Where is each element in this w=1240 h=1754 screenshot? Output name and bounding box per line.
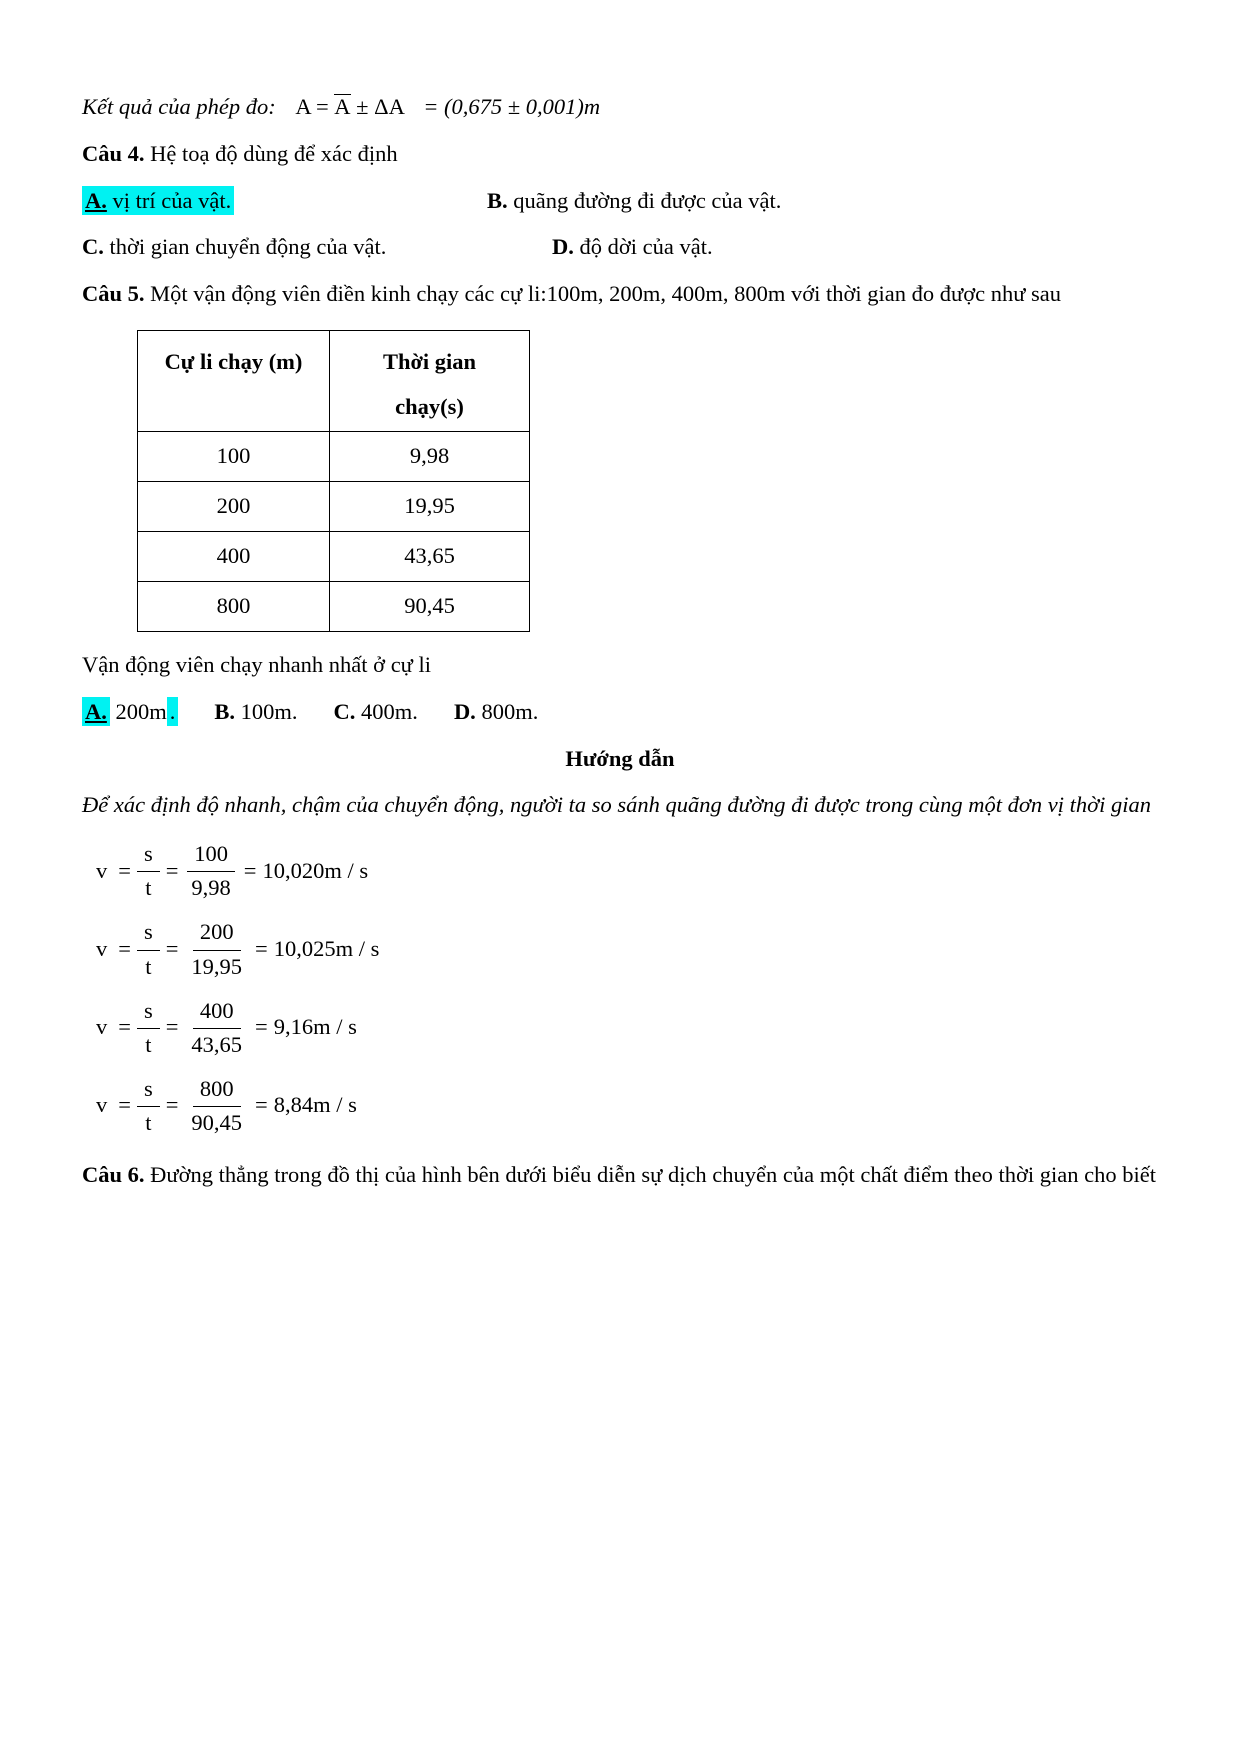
table-header-row	[138, 330, 530, 431]
formula-lhs: v	[96, 1092, 108, 1118]
q4-option-b-cell	[487, 178, 781, 225]
q5-option-d-key: D.	[453, 698, 476, 724]
table-row	[138, 581, 530, 631]
velocity-formula-400m	[96, 996, 1158, 1059]
q4-option-b-text: quãng đường đi được của vật.	[513, 187, 782, 213]
time-cell: 19,95	[330, 481, 530, 531]
formula-result: 10,020m / s	[262, 857, 369, 883]
table-row	[138, 431, 530, 481]
q5-option-b-text: 100m.	[240, 698, 298, 724]
measurement-result-line	[82, 84, 1158, 131]
equals-sign: =	[165, 1092, 179, 1118]
q4-options-row-1	[82, 178, 1158, 225]
time-cell: 9,98	[330, 431, 530, 481]
guidance-title: Hướng dẫn	[565, 745, 675, 771]
fraction-s-over-t: $\frac{s}{t}$	[137, 996, 160, 1059]
formula-result: 8,84m / s	[273, 1092, 357, 1118]
distance-cell: 800	[138, 581, 330, 631]
question-5-text: Một vận động viên điền kinh chạy các cự li:100m, 200m, 400m, 800m với thời gian đo được như sau	[150, 281, 1062, 307]
question-6-prompt	[82, 1152, 1158, 1199]
equals-sign: =	[165, 935, 179, 961]
guidance-explanation: Để xác định độ nhanh, chậm của chuyển động, người ta so sánh quãng đường đi được trong cùng một đơn vị thời gian	[82, 792, 1152, 818]
time-cell: 90,45	[330, 581, 530, 631]
formula-lhs: v	[96, 935, 108, 961]
q5-option-b-key: B.	[214, 698, 236, 724]
equals-sign: =	[255, 1014, 268, 1040]
q4-option-c-text: thời gian chuyển động của vật.	[109, 234, 387, 260]
equals-sign: =	[118, 935, 131, 961]
velocity-formula-200m	[96, 917, 1158, 980]
table-header-time-line2: chạy(s)	[395, 393, 464, 419]
equals-sign: =	[118, 1092, 131, 1118]
formula-result: 10,025m / s	[273, 935, 380, 961]
q4-option-a-highlighted	[82, 186, 234, 215]
fraction-distance-over-time: $\frac{100}{9,98}$	[184, 839, 237, 902]
fraction-s-over-t: $\frac{s}{t}$	[137, 917, 160, 980]
q4-option-c-key: C.	[82, 234, 104, 260]
formula-lhs: v	[96, 857, 108, 883]
q5-option-c-key: C.	[333, 698, 356, 724]
q4-option-c-cell	[82, 224, 552, 271]
q4-option-a-text: vị trí của vật.	[112, 187, 232, 213]
formula-a-equals: A =	[295, 94, 329, 119]
table-row	[138, 531, 530, 581]
fraction-s-over-t: $\frac{s}{t}$	[137, 839, 160, 902]
distance-cell: 200	[138, 481, 330, 531]
fraction-distance-over-time: $\frac{200}{19,95}$	[191, 919, 243, 979]
q5-option-a-text: 200m	[115, 698, 167, 724]
result-intro-text: Kết quả của phép đo:	[82, 94, 276, 119]
q5-options-row	[82, 689, 1158, 736]
q4-option-a-key: A.	[85, 187, 107, 213]
table-header-time-line1: Thời gian	[382, 348, 477, 374]
q5-option-d	[454, 699, 538, 724]
q5-option-a	[82, 699, 178, 724]
q4-option-a-cell	[82, 178, 487, 225]
equals-sign: =	[118, 857, 131, 883]
question-4-prompt	[82, 131, 1158, 178]
question-5-subquestion: Vận động viên chạy nhanh nhất ở cự li	[82, 651, 432, 677]
equals-sign: =	[243, 857, 257, 883]
question-6-text: Đường thẳng trong đồ thị của hình bên dưới biểu diễn sự dịch chuyển của một chất điểm theo thời gian cho biết	[150, 1162, 1156, 1188]
question-5-prompt	[82, 271, 1158, 318]
question-5-label: Câu 5.	[82, 281, 145, 307]
q5-option-b	[214, 699, 297, 724]
table-header-time	[330, 330, 530, 431]
equals-sign: =	[118, 1014, 131, 1040]
q4-options-row-2	[82, 224, 1158, 271]
time-cell: 43,65	[330, 531, 530, 581]
q4-option-b-key: B.	[487, 187, 508, 213]
distance-cell: 400	[138, 531, 330, 581]
run-times-table	[137, 330, 530, 632]
question-4-text: Hệ toạ độ dùng để xác định	[150, 140, 398, 166]
q5-option-c-text: 400m.	[361, 698, 418, 724]
formula-a-mean: A	[334, 94, 351, 119]
fraction-distance-over-time: $\frac{800}{90,45}$	[191, 1075, 243, 1136]
velocity-formula-100m	[96, 839, 1158, 902]
spacer	[82, 829, 1158, 839]
formula-result-value: = (0,675 ± 0,001)m	[423, 94, 601, 119]
q5-option-a-key: A.	[85, 698, 107, 724]
q4-option-d-key: D.	[552, 234, 574, 260]
formula-result: 9,16m / s	[273, 1014, 357, 1040]
q4-option-d-text: độ dời của vật.	[579, 234, 713, 260]
velocity-formula-800m	[96, 1074, 1158, 1137]
table-row	[138, 481, 530, 531]
formula-plusminus-delta: ± ΔA	[356, 94, 404, 119]
table-header-distance: Cự li chạy (m)	[138, 330, 330, 431]
equals-sign: =	[255, 935, 268, 961]
fraction-s-over-t: $\frac{s}{t}$	[137, 1074, 160, 1137]
equals-sign: =	[255, 1092, 268, 1118]
fraction-distance-over-time: $\frac{400}{43,65}$	[191, 997, 243, 1057]
formula-lhs: v	[96, 1014, 108, 1040]
q4-option-d-cell	[552, 224, 713, 271]
equals-sign: =	[165, 857, 179, 883]
distance-cell: 100	[138, 431, 330, 481]
q5-option-a-period: .	[167, 697, 179, 726]
question-6-label: Câu 6.	[82, 1162, 145, 1188]
q5-option-c	[334, 699, 418, 724]
question-4-label: Câu 4.	[82, 140, 145, 166]
q5-option-d-text: 800m.	[481, 698, 539, 724]
equals-sign: =	[165, 1014, 179, 1040]
